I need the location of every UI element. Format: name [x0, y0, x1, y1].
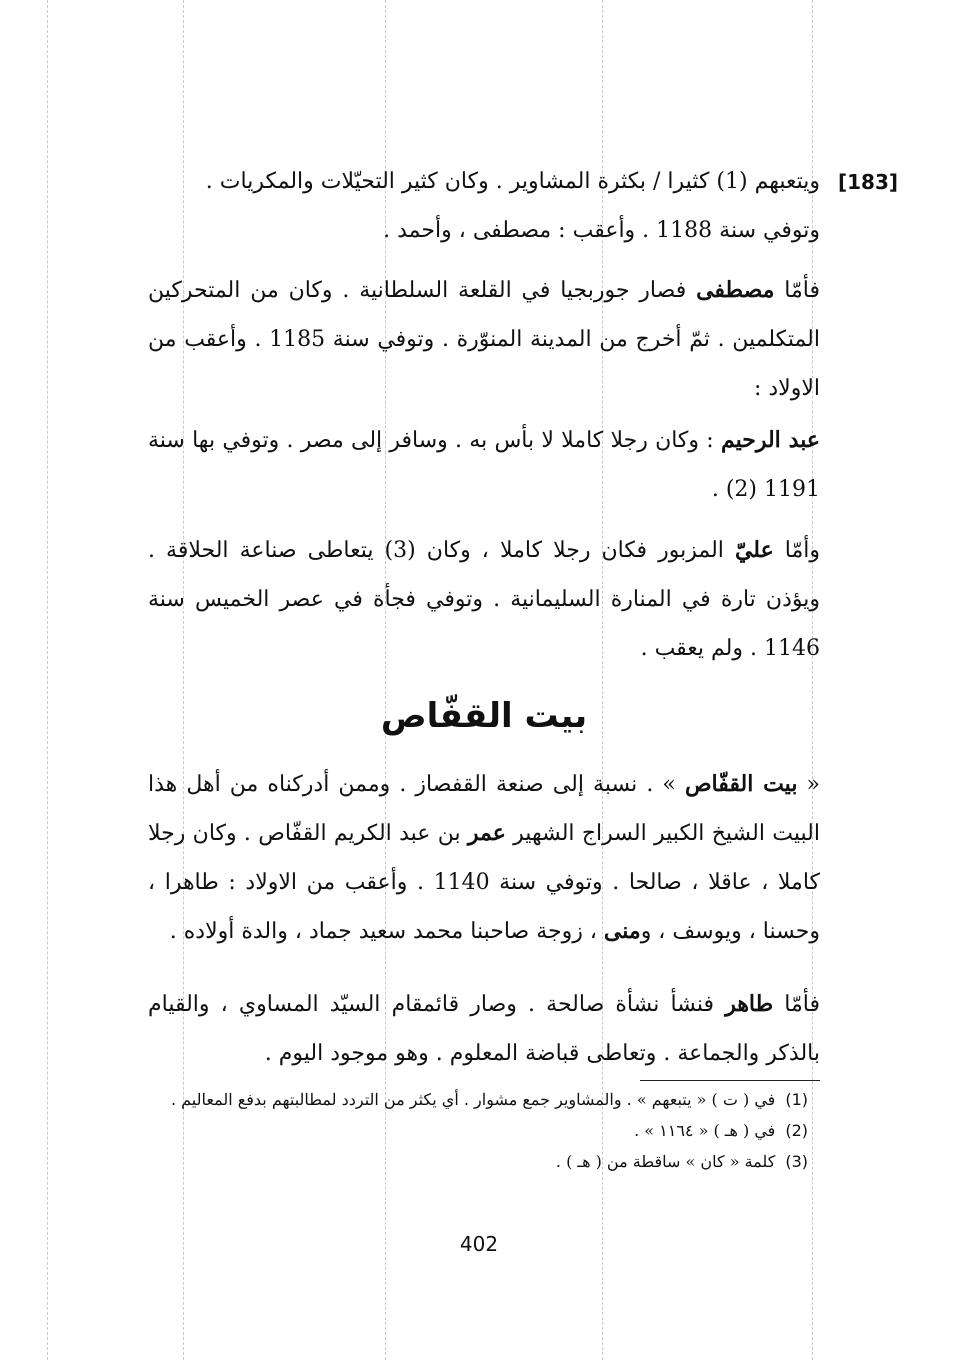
paragraph-bayt-al-qaffas: [148, 760, 820, 956]
paragraph-mustafa: [148, 266, 820, 413]
footnote: [160, 1119, 808, 1142]
page-marker: [183]: [838, 170, 899, 194]
text-segment: «: [797, 772, 820, 797]
person-name: عبد الرحيم: [720, 427, 820, 453]
person-name: طاهر: [725, 991, 774, 1017]
lead-word: وأمّا: [784, 538, 820, 563]
footnote: [160, 1150, 808, 1173]
family-name: بيت القفّاص: [684, 771, 798, 797]
footnote-number: (3): [785, 1152, 808, 1171]
paragraph-text: فصار جوربجيا في القلعة السلطانية . وكان من المتحركين المتكلمين . ثمّ أخرج من المدينة المنوّرة . وتوفي سنة 1185 . وأعقب من الاولاد :: [148, 278, 820, 401]
text-line: وتوفي سنة 1188 . وأعقب : مصطفى ، وأحمد .: [383, 218, 820, 243]
ruled-line: [47, 0, 48, 1360]
person-name: عليّ: [734, 537, 774, 563]
footnote-separator: [640, 1080, 820, 1081]
footnotes: [160, 1088, 808, 1181]
text-segment: فأمّا: [773, 992, 820, 1017]
footnote-number: (1): [785, 1090, 808, 1109]
lead-word: فأمّا: [784, 278, 821, 303]
text-segment: ، زوجة صاحبنا محمد سعيد جماد ، والدة أولاده .: [169, 919, 604, 944]
section-heading: بيت القفّاص: [380, 696, 588, 736]
text-segment: » . نسبة إلى صنعة القفصاز . وممن أدركناه من أهل هذا البيت الشيخ الكبير السراج الشهير: [148, 772, 820, 846]
footnote-text: في ( ت ) « يتبعهم » . والمشاوير جمع مشوار . أي يكثر من التردد لمطالبتهم بدفع المعاليم .: [170, 1090, 776, 1109]
text-segment: بن عبد الكريم القفّاص . وكان رجلا كاملا ، عاقلا ، صالحا . وتوفي سنة 1140 . وأعقب من الاولاد : طاهرا ، وحسنا ، ويوسف ، و: [148, 821, 821, 944]
person-name: عمر: [467, 820, 506, 846]
person-name: مصطفى: [696, 277, 775, 303]
footnote-text: كلمة « كان » ساقطة من ( هـ ) .: [555, 1152, 776, 1171]
text-line: ويتعبهم (1) كثيرا / بكثرة المشاوير . وكان كثير التحيّلات والمكريات .: [205, 169, 820, 194]
paragraph-tahir: [148, 980, 820, 1078]
paragraph-text: : وكان رجلا كاملا لا بأس به . وسافر إلى مصر . وتوفي بها سنة 1191 (2) .: [148, 428, 820, 502]
footnote-text: في ( هـ ) « ١١٦٤ » .: [634, 1121, 776, 1140]
footnote-number: (2): [785, 1121, 808, 1140]
page-number: 402: [459, 1232, 499, 1256]
paragraph-abd-al-rahim: [148, 416, 820, 514]
paragraph-ali: [148, 526, 820, 673]
text-segment: فنشأ نشأة صالحة . وصار قائمقام السيّد المساوي ، والقيام بالذكر والجماعة . وتعاطى قباضة المعلوم . وهو موجود اليوم .: [148, 992, 820, 1066]
paragraph-text: المزبور فكان رجلا كاملا ، وكان (3) يتعاطى صناعة الحلاقة . ويؤذن تارة في المنارة السليمانية . وتوفي فجأة في عصر الخميس سنة 1146 . ولم يعقب .: [148, 538, 820, 661]
footnote: [160, 1088, 808, 1111]
person-name: منى: [603, 918, 641, 944]
paragraph-intro: [148, 157, 820, 255]
